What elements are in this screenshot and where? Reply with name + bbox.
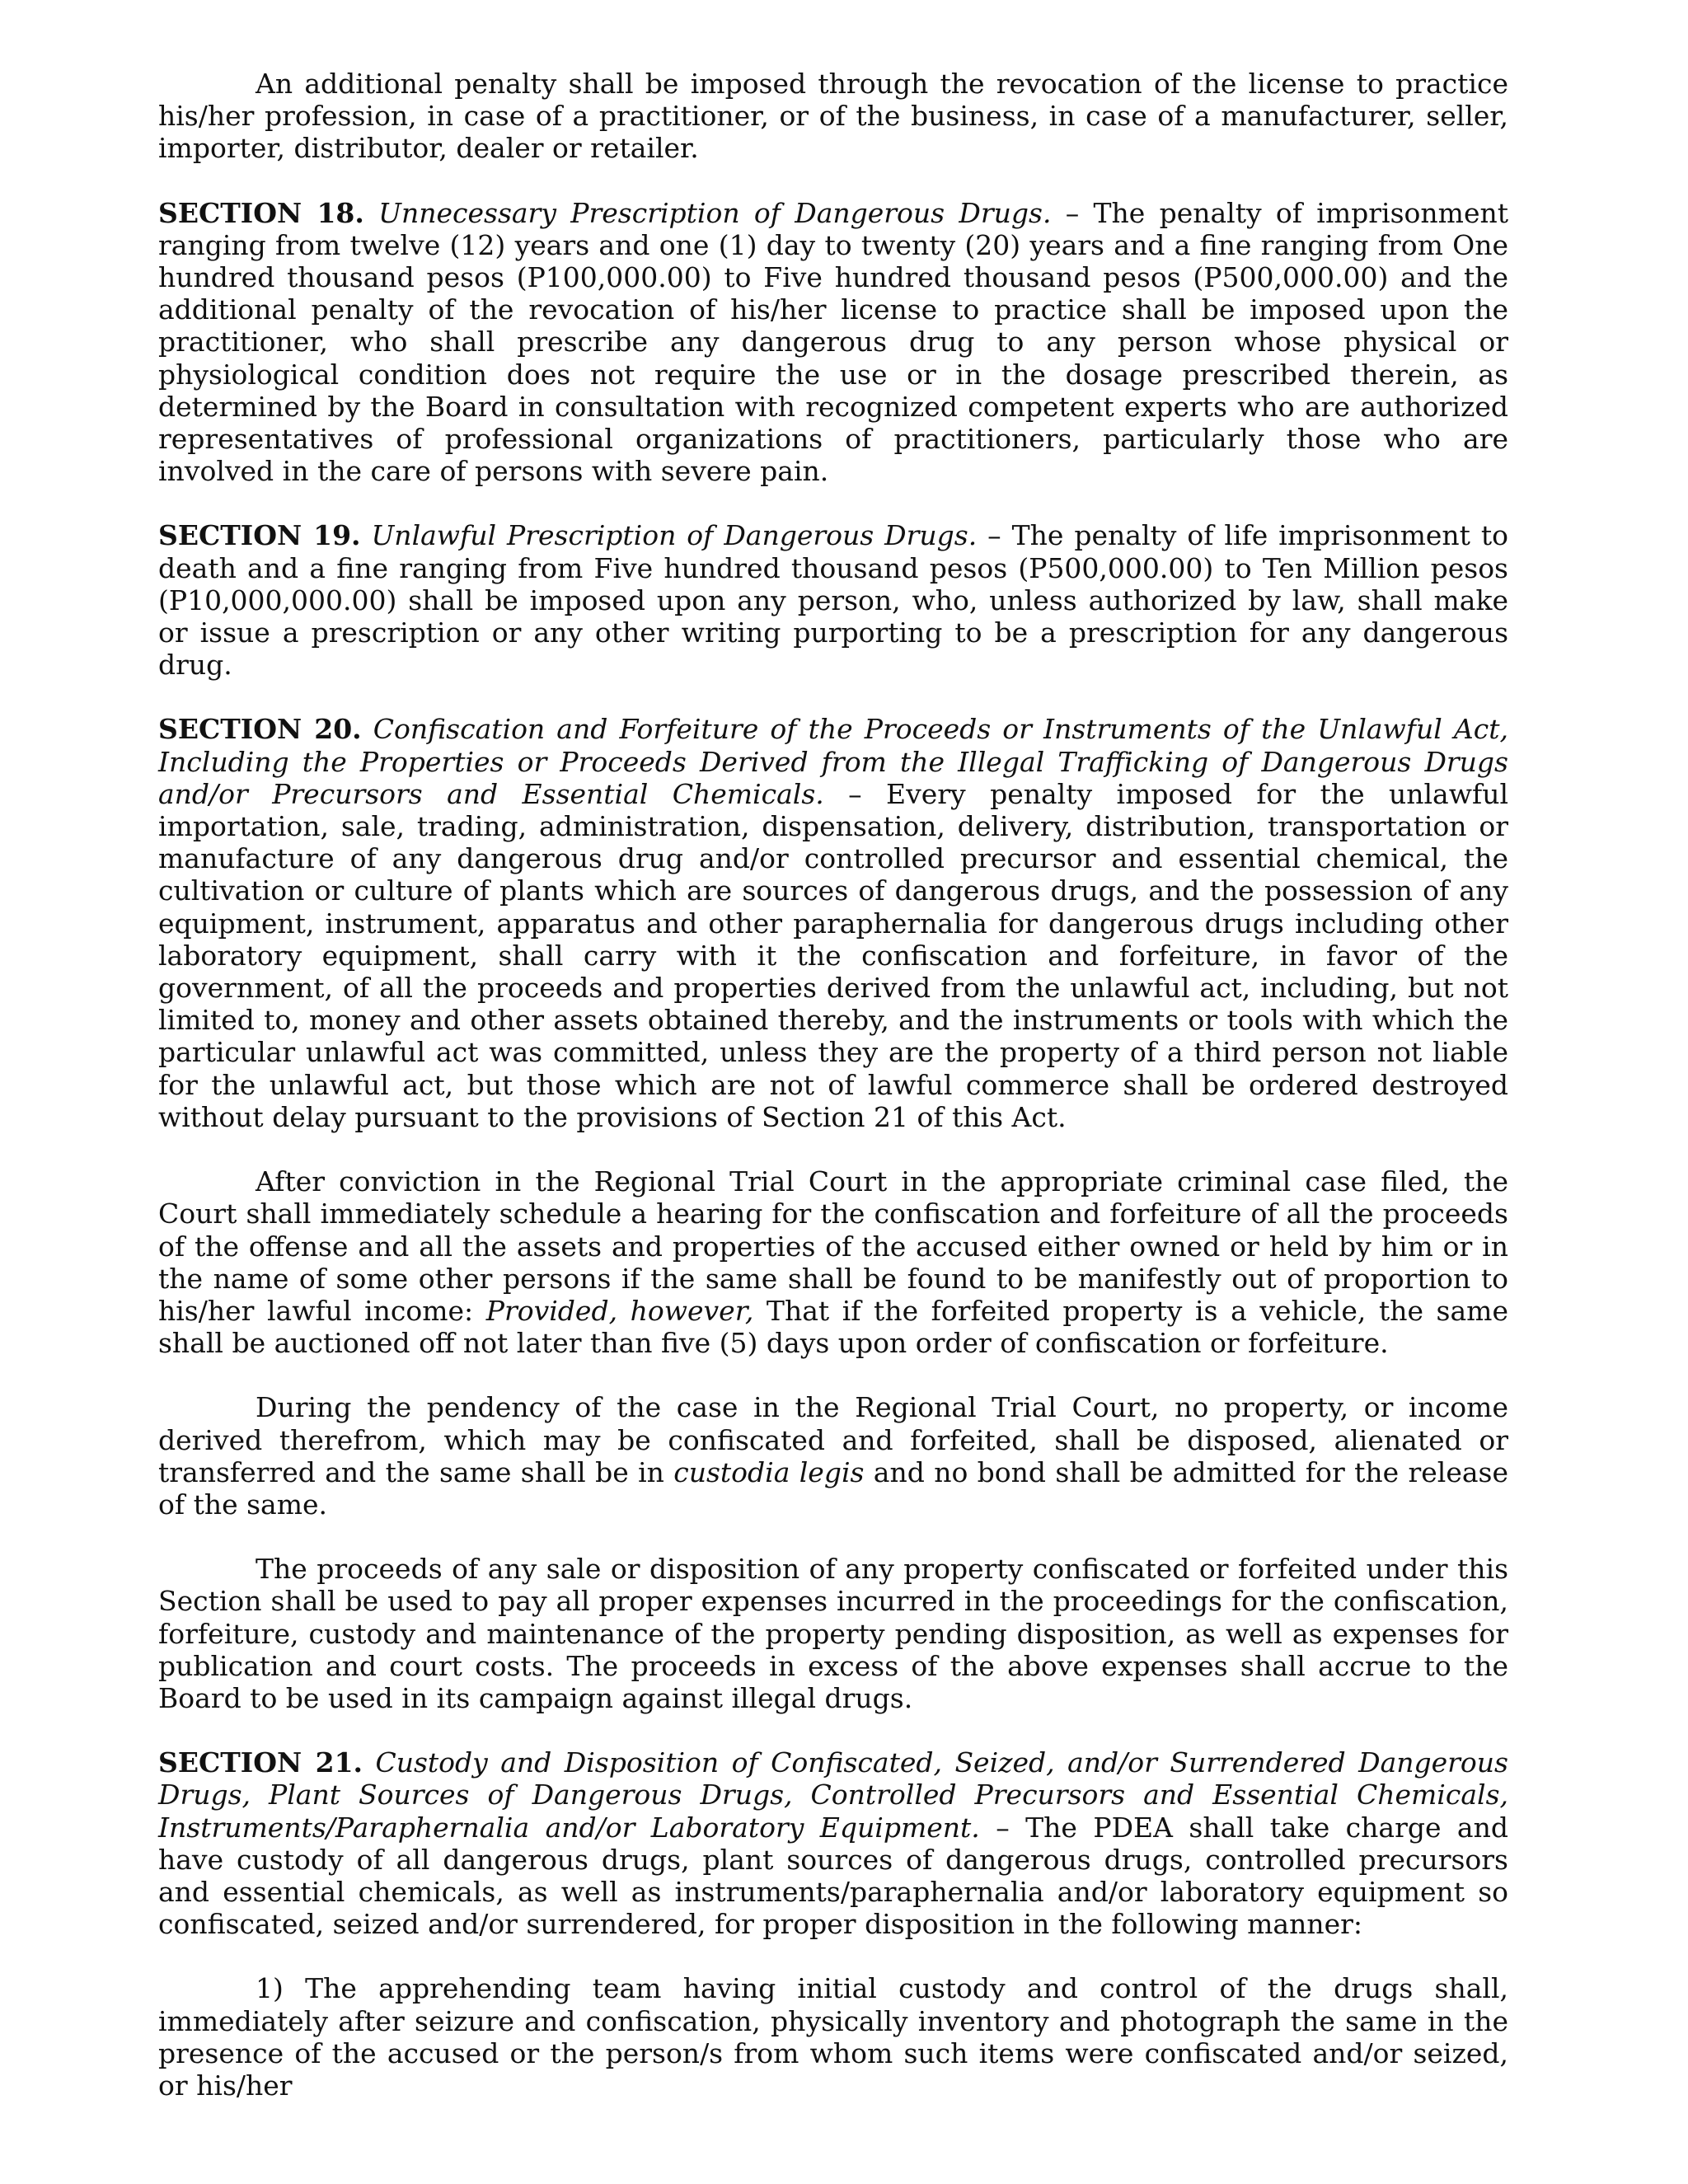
paragraph-additional-penalty [158, 68, 1508, 165]
paragraph-proceeds [158, 1553, 1508, 1714]
section-label: SECTION 20. [158, 713, 362, 746]
section-title: Custody and Disposition of Confiscated, Seized, and/or Surrendered Dangerous Drugs, Plant Sources of Dangerous Drugs, Controlled Precursors and Essential Chemicals, Instruments/Paraphernalia and/or Laboratory Equipment. [158, 1746, 1508, 1844]
paragraph-text: 1) The apprehending team having initial custody and control of the drugs shall, immediately after seizure and confiscation, physically inventory and photograph the same in the presence of the accused or the person/s from whom such items were confiscated and/or seized, or his/her [158, 1972, 1508, 2102]
section-body: – The penalty of life imprisonment to death and a fine ranging from Five hundred thousand pesos (P500,000.00) to Ten Million pesos (P10,000,000.00) shall be imposed upon any person, who, unless authorized by law, shall make or issue a prescription or any other writing purporting to be a prescription for any dangerous drug. [158, 519, 1508, 682]
section-title: Confiscation and Forfeiture of the Proceeds or Instruments of the Unlawful Act, Including the Properties or Proceeds Derived from the Illegal Trafficking of Dangerous Drugs and/or Precursors and Essential Chemicals. [158, 713, 1508, 810]
emphasis-text: custodia legis [673, 1455, 865, 1488]
paragraph-text: During the pendency of the case in the Regional Trial Court, no property, or income derived therefrom, which may be confiscated and forfeited, shall be disposed, alienated or transferred and the same shall be in [158, 1391, 1508, 1488]
section-body: – The PDEA shall take charge and have custody of all dangerous drugs, plant sources of dangerous drugs, controlled precursors and essential chemicals, as well as instruments/paraphernalia and/or laboratory equipment so confiscated, seized and/or surrendered, for proper disposition in the following manner: [158, 1811, 1508, 1941]
paragraph-item-1 [158, 1972, 1508, 2102]
document-page [158, 68, 1508, 2102]
section-body: – The penalty of imprisonment ranging from twelve (12) years and one (1) day to twenty (20) years and a fine ranging from One hundred thousand pesos (P100,000.00) to Five hundred thousand pesos (P500,000.00) and the additional penalty of the revocation of his/her license to practice shall be imposed upon the practitioner, who shall prescribe any dangerous drug to any person whose physical or physiological condition does not require the use or in the dosage prescribed therein, as determined by the Board in consultation with recognized competent experts who are authorized representatives of professional organizations of practitioners, particularly those who are involved in the care of persons with severe pain. [158, 196, 1508, 488]
section-label: SECTION 18. [158, 196, 364, 229]
paragraph-text: After conviction in the Regional Trial Court in the appropriate criminal case filed, the Court shall immediately schedule a hearing for the confiscation and forfeiture of all the proceeds of the offense and all the assets and properties of the accused either owned or held by him or in the name of some other persons if the same shall be found to be manifestly out of proportion to his/her lawful income: [158, 1165, 1508, 1327]
section-label: SECTION 19. [158, 519, 361, 552]
emphasis-text: Provided, however, [485, 1294, 754, 1327]
paragraph-pendency [158, 1391, 1508, 1521]
section-18 [158, 197, 1508, 488]
section-title: Unlawful Prescription of Dangerous Drugs. [371, 519, 978, 552]
paragraph-text: The proceeds of any sale or disposition of any property confiscated or forfeited under this Section shall be used to pay all proper expenses incurred in the proceedings for the confiscation, forfeiture, custody and maintenance of the property pending disposition, as well as expenses for publication and court costs. The proceeds in excess of the above expenses shall accrue to the Board to be used in its campaign against illegal drugs. [158, 1553, 1508, 1714]
paragraph-text: An additional penalty shall be imposed through the revocation of the license to practice his/her profession, in case of a practitioner, or of the business, in case of a manufacturer, seller, importer, distributor, dealer or retailer. [158, 68, 1508, 165]
section-19 [158, 519, 1508, 681]
section-label: SECTION 21. [158, 1746, 363, 1779]
paragraph-text: That if the forfeited property is a vehicle, the same shall be auctioned off not later than five (5) days upon order of confiscation or forfeiture. [158, 1294, 1508, 1360]
section-title: Unnecessary Prescription of Dangerous Drugs. [378, 196, 1052, 229]
section-20 [158, 713, 1508, 1133]
paragraph-after-conviction [158, 1165, 1508, 1359]
paragraph-text: and no bond shall be admitted for the release of the same. [158, 1455, 1509, 1521]
section-body: – Every penalty imposed for the unlawful importation, sale, trading, administration, dispensation, delivery, distribution, transportation or manufacture of any dangerous drug and/or controlled precursor and essential chemical, the cultivation or culture of plants which are sources of dangerous drugs, and the possession of any equipment, instrument, apparatus and other paraphernalia for dangerous drugs including other laboratory equipment, shall carry with it the confiscation and forfeiture, in favor of the government, of all the proceeds and properties derived from the unlawful act, including, but not limited to, money and other assets obtained thereby, and the instruments or tools with which the particular unlawful act was committed, unless they are the property of a third person not liable for the unlawful act, but those which are not of lawful commerce shall be ordered destroyed without delay pursuant to the provisions of Section 21 of this Act. [158, 777, 1509, 1133]
section-21 [158, 1746, 1508, 1940]
